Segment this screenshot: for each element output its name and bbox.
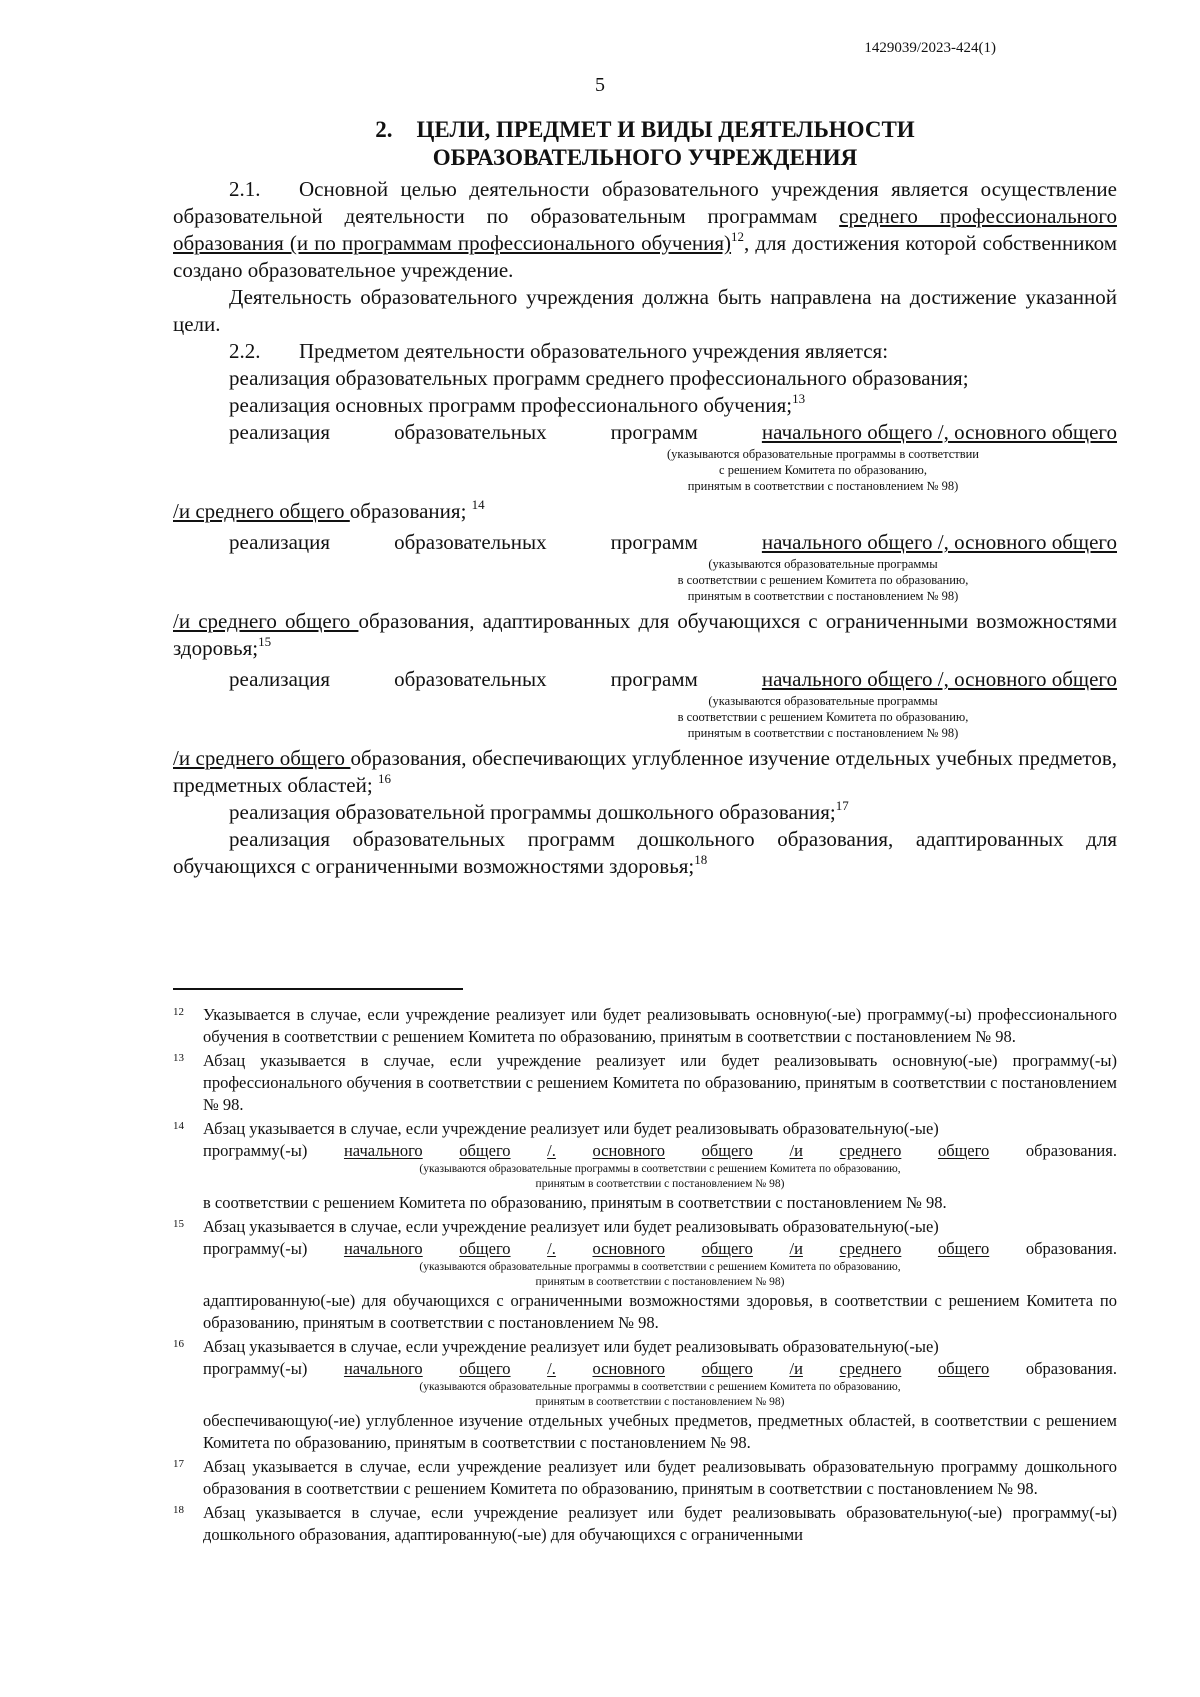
footnote-number: 16 (173, 1338, 184, 1350)
footnote-number: 18 (173, 1504, 184, 1516)
footnote-ref: 18 (694, 852, 708, 867)
footnote-ref: 16 (377, 771, 391, 786)
word: общего (459, 1239, 511, 1258)
footnote-text: обеспечивающую(-ие) углубленное изучение отдельных учебных предметов, предметных областей, в соответствии с решением Комитета по образованию, принятым в соответствии с постановлением № 98. (203, 1411, 1117, 1452)
footnote-program-line (203, 1358, 1117, 1380)
footnote-16 (173, 1336, 1117, 1454)
word: /и (789, 1359, 803, 1378)
word: /. (547, 1359, 556, 1378)
word: образования. (1025, 1239, 1117, 1258)
word: образовательных (394, 530, 547, 554)
section-title-line2: ОБРАЗОВАТЕЛЬНОГО УЧРЕЖДЕНИЯ (432, 145, 858, 170)
word: /и (789, 1239, 803, 1258)
footnote-text: Абзац указывается в случае, если учреждение реализует или будет реализовывать образовательную программу дошкольного образования в соответствии с решением Комитета по образованию, принятым в соответствии с постановлением № 98. (203, 1457, 1117, 1498)
hint-line: (указываются образовательные программы в соответствии (667, 447, 979, 461)
paragraph-goal: Деятельность образовательного учреждения должна быть направлена на достижение указанной цели. (173, 285, 1117, 336)
clause-text: Основной целью деятельности образовательного учреждения является осуществление образовательной деятельности по образовательным программам (173, 177, 1117, 228)
hint-line: в соответствии с решением Комитета по образованию, (677, 710, 969, 724)
footnote-number: 15 (173, 1218, 184, 1230)
fill-in-hint (533, 693, 1113, 741)
footnote-program-line (203, 1238, 1117, 1260)
underlined-program: начального общего /, основного общего (761, 530, 1117, 554)
word: /. (547, 1141, 556, 1160)
word: основного (592, 1141, 666, 1160)
program-item-end (173, 608, 1117, 662)
footnote-text: Абзац указывается в случае, если учреждение реализует или будет реализовывать образовательную(-ые) программу(-ы) дошкольного образования, адаптированную(-ые) для обучающихся с ограниченными (203, 1503, 1117, 1544)
footnote-13 (173, 1050, 1117, 1116)
item-text: образования, обеспечивающих углубленное изучение отдельных учебных предметов, предметных областей; (173, 746, 1117, 797)
fill-in-hint (280, 1380, 1040, 1410)
footnotes (173, 1004, 1117, 1548)
word: программ (610, 667, 698, 691)
footnote-number: 14 (173, 1120, 184, 1132)
word: программ (610, 420, 698, 444)
footnote-ref: 15 (258, 634, 272, 649)
program-item-end (173, 498, 1117, 525)
word: среднего (839, 1239, 902, 1258)
word: реализация (229, 667, 331, 691)
footnote-text: Абзац указывается в случае, если учреждение реализует или будет реализовывать основную(-ые) программу(-ы) профессионального обучения в соответствии с решением Комитета по образованию, принятым в соответствии с постановлением № 98. (203, 1051, 1117, 1114)
hint-line: (указываются образовательные программы в соответствии с решением Комитета по образованию, (419, 1261, 901, 1273)
program-item-general (173, 419, 1117, 525)
word: программу(-ы) (203, 1359, 308, 1378)
word: среднего (839, 1359, 902, 1378)
hint-line: принятым в соответствии с постановлением № 98) (535, 1276, 785, 1288)
fill-in-hint (533, 446, 1113, 494)
footnote-text: в соответствии с решением Комитета по образованию, принятым в соответствии с постановлением № 98. (203, 1193, 947, 1212)
hint-line: принятым в соответствии с постановлением № 98) (535, 1396, 785, 1408)
page-number: 5 (595, 74, 605, 96)
footnote-number: 13 (173, 1052, 184, 1064)
hint-line: (указываются образовательные программы в соответствии с решением Комитета по образованию, (419, 1163, 901, 1175)
hint-line: (указываются образовательные программы (708, 694, 938, 708)
section-title (173, 116, 1117, 172)
word: /и (789, 1141, 803, 1160)
item-text: образования; (349, 499, 467, 523)
hint-line: принятым в соответствии с постановлением № 98) (687, 479, 959, 493)
word: общего (701, 1239, 753, 1258)
hint-line: принятым в соответствии с постановлением № 98) (535, 1178, 785, 1190)
word: общего (937, 1141, 990, 1160)
footnote-number: 17 (173, 1458, 184, 1470)
list-item-text: реализация основных программ профессионального обучения; (229, 393, 793, 417)
footnote-text: Указывается в случае, если учреждение реализует или будет реализовывать основную(-ые) программу(-ы) профессионального обучения в соответствии с решением Комитета по образованию, принятым в соответствии с постановлением № 98. (203, 1005, 1117, 1046)
word: общего (459, 1359, 511, 1378)
hint-line: в соответствии с решением Комитета по образованию, (677, 573, 969, 587)
clause-text: , для достижения которой собственником создано образовательное учреждение. (173, 231, 1117, 282)
word: общего (459, 1141, 511, 1160)
word: программу(-ы) (203, 1239, 308, 1258)
word: программ (610, 530, 698, 554)
footnote-18 (173, 1502, 1117, 1546)
program-item-advanced (173, 666, 1117, 799)
word: основного (592, 1239, 666, 1258)
list-item (173, 392, 1117, 419)
word: начального (343, 1239, 423, 1258)
section-number: 2. (375, 117, 393, 142)
paragraph-2-2 (173, 338, 1117, 365)
paragraph-2-1 (173, 176, 1117, 284)
word: /. (547, 1239, 556, 1258)
footnote-text: Абзац указывается в случае, если учреждение реализует или будет реализовывать образовательную(-ые) (203, 1337, 939, 1356)
word: программу(-ы) (203, 1141, 308, 1160)
word: образования. (1025, 1359, 1117, 1378)
footnote-text: Абзац указывается в случае, если учреждение реализует или будет реализовывать образовательную(-ые) (203, 1217, 939, 1236)
footnote-text: Абзац указывается в случае, если учреждение реализует или будет реализовывать образовательную(-ые) (203, 1119, 939, 1138)
hint-line: (указываются образовательные программы в соответствии с решением Комитета по образованию, (419, 1381, 901, 1393)
footnote-number: 12 (173, 1006, 184, 1018)
word: общего (937, 1239, 990, 1258)
word: реализация (229, 530, 331, 554)
program-item-adapted (173, 529, 1117, 662)
hint-line: (указываются образовательные программы (708, 557, 938, 571)
word: общего (937, 1359, 990, 1378)
document-id: 1429039/2023-424(1) (864, 40, 996, 56)
list-item (173, 826, 1117, 880)
hint-line: принятым в соответствии с постановлением № 98) (687, 726, 959, 740)
list-item-text: реализация образовательных программ дошкольного образования, адаптированных для обучающихся с ограниченными возможностями здоровья; (173, 827, 1117, 878)
word: образовательных (394, 667, 547, 691)
word: начального (343, 1359, 423, 1378)
clause-number: 2.1. (229, 177, 261, 201)
word: среднего (839, 1141, 902, 1160)
footnote-14 (173, 1118, 1117, 1214)
item-text: образования, адаптированных для обучающихся с ограниченными возможностями здоровья; (173, 609, 1117, 660)
clause-text: Предметом деятельности образовательного учреждения является: (299, 339, 889, 363)
word: начального (343, 1141, 423, 1160)
word: общего (701, 1359, 753, 1378)
footnote-ref: 12 (731, 229, 745, 244)
underlined-program: среднего профессионального образования (и по программам профессионального обучения) (173, 204, 1117, 255)
word: общего (701, 1141, 753, 1160)
list-item: реализация образовательных программ среднего профессионального образования; (229, 366, 969, 390)
section-title-line1: ЦЕЛИ, ПРЕДМЕТ И ВИДЫ ДЕЯТЕЛЬНОСТИ (416, 117, 915, 142)
clause-number: 2.2. (229, 339, 261, 363)
footnote-text: адаптированную(-ые) для обучающихся с ограниченными возможностями здоровья, в соответствии с решением Комитета по образованию, принятым в соответствии с постановлением № 98. (203, 1291, 1117, 1332)
underlined-program: /и среднего общего (173, 746, 351, 770)
program-item-end (173, 745, 1117, 799)
footnote-ref: 14 (471, 497, 485, 512)
footnote-12 (173, 1004, 1117, 1048)
fill-in-hint (280, 1162, 1040, 1192)
underlined-program: /и среднего общего (173, 499, 350, 523)
hint-line: принятым в соответствии с постановлением № 98) (687, 589, 959, 603)
footnote-15 (173, 1216, 1117, 1334)
list-item-text: реализация образовательной программы дошкольного образования; (229, 800, 836, 824)
word: основного (592, 1359, 666, 1378)
underlined-program: /и среднего общего (173, 609, 359, 633)
footnote-17 (173, 1456, 1117, 1500)
word: реализация (229, 420, 331, 444)
footnote-program-line (203, 1140, 1117, 1162)
word: образовательных (394, 420, 547, 444)
footnote-separator (173, 988, 463, 990)
underlined-program: начального общего /, основного общего (761, 667, 1117, 691)
footnote-ref: 13 (792, 391, 806, 406)
main-text (173, 116, 1117, 880)
underlined-program: начального общего /, основного общего (761, 420, 1117, 444)
hint-line: с решением Комитета по образованию, (719, 463, 927, 477)
fill-in-hint (533, 556, 1113, 604)
word: образования. (1025, 1141, 1117, 1160)
fill-in-hint (280, 1260, 1040, 1290)
footnote-ref: 17 (835, 798, 849, 813)
list-item (173, 799, 1117, 826)
